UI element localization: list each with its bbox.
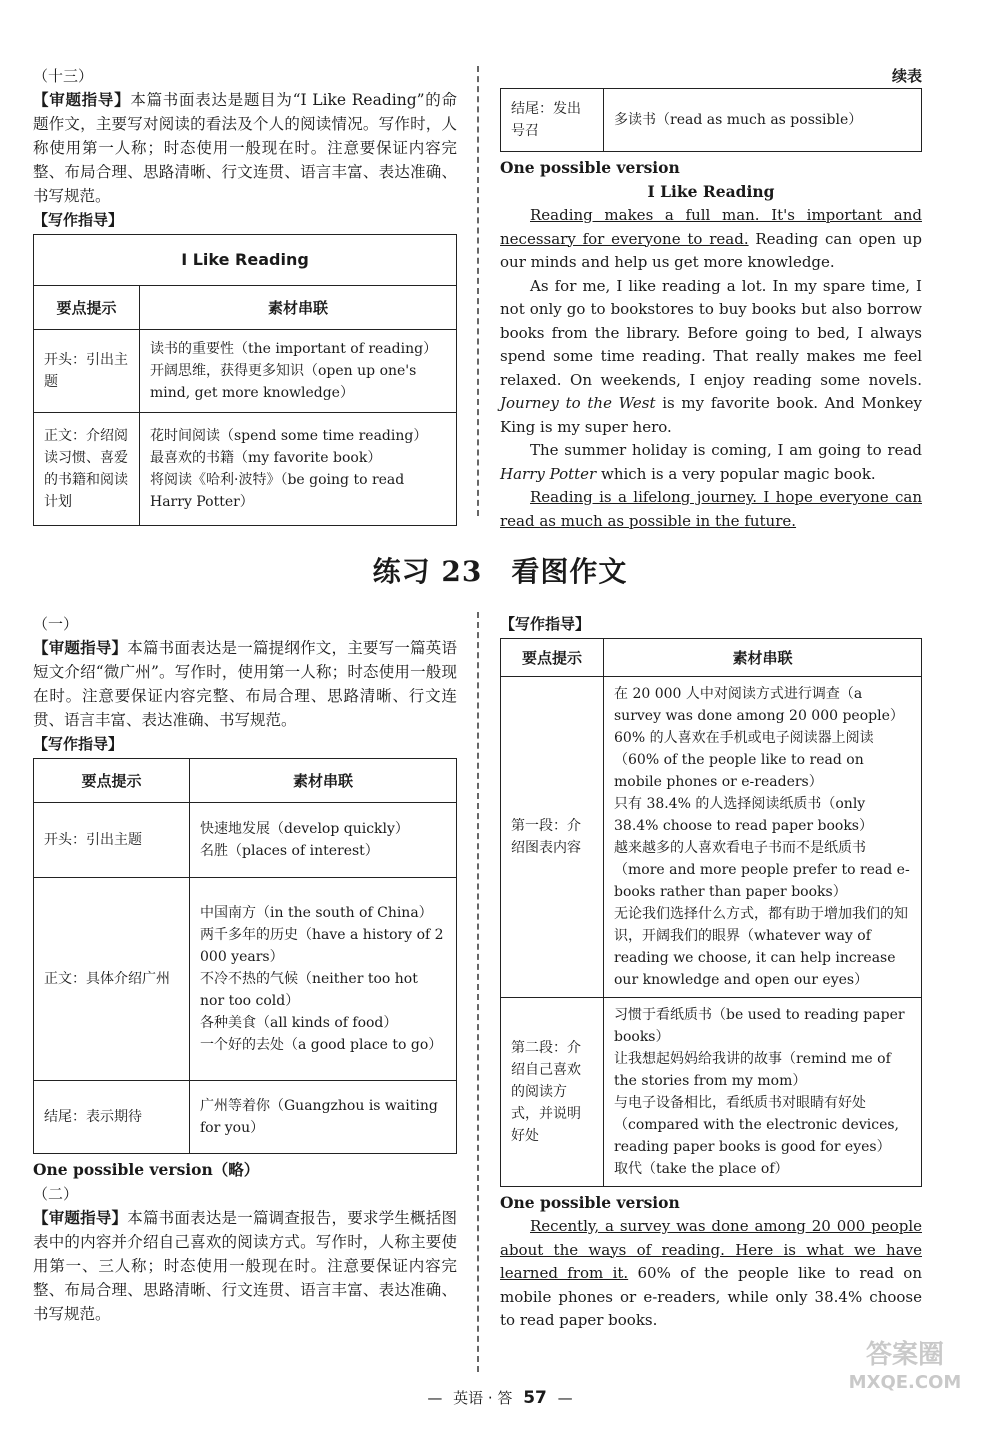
footer-dash: — (557, 1389, 573, 1407)
review-text: 本篇书面表达是一篇调查报告，要求学生概括图表中的内容并介绍自己喜欢的阅读方式。写作时，人称主要使用第一、三人称；时态使用一般现在时。注意要保证内容完整、布局合理、思路清晰、行文连贯、语言丰富、表达准确、书写规范。 (33, 1209, 457, 1323)
material-item: 与电子设备相比，看纸质书对眼睛有好处（compared with the electronic devices, reading paper books is good for eyes） (614, 1095, 899, 1155)
col-header-points: 要点提示 (34, 286, 140, 330)
material-item: 将阅读《哈利·波特》（be going to read Harry Potter） (150, 472, 405, 510)
version-label: One possible version（略） (33, 1160, 260, 1179)
col-header-materials: 素材串联 (140, 286, 457, 330)
writing-tag: 【写作指导】 (500, 615, 591, 633)
material-item: 各种美食（all kinds of food） (200, 1015, 398, 1031)
row-point: 结尾：表示期待 (34, 1081, 190, 1154)
material-item: 读书的重要性（the important of reading） (150, 341, 438, 357)
continued-label: 续表 (891, 67, 922, 85)
essay-paragraph (500, 486, 922, 533)
essay-body (500, 204, 922, 533)
review-text: 本篇书面表达是题目为“I Like Reading”的命题作文，主要写对阅读的看法及个人的阅读情况。写作时，人称使用第一人称；时态使用一般现在时。注意要保证内容完整、布局合理、思路清晰、行文连贯、语言丰富、表达准确、书写规范。 (33, 91, 457, 205)
material-item: 中国南方（in the south of China） (200, 905, 433, 921)
material-item: 开阔思维，获得更多知识（open up one's mind, get more knowledge） (150, 363, 417, 401)
table-row (501, 89, 922, 152)
row-point: 开头：引出主题 (34, 803, 190, 878)
review-tag: 【审题指导】 (33, 639, 128, 657)
row-materials (604, 677, 922, 998)
guide-table (500, 638, 922, 1187)
review-tag: 【审题指导】 (33, 91, 131, 109)
row-point: 结尾：发出号召 (501, 89, 604, 152)
essay-body (500, 1215, 922, 1333)
essay-paragraph (500, 204, 922, 275)
essay-paragraph (500, 1215, 922, 1333)
essay-paragraph (500, 439, 922, 486)
col-header-points: 要点提示 (501, 639, 604, 677)
material-item: 无论我们选择什么方式，都有助于增加我们的知识，开阔我们的眼界（whatever way of reading we choose, it can help increase our knowledge and open our eyes） (614, 906, 908, 988)
material-item: 一个好的去处（a good place to go） (200, 1037, 443, 1053)
material-item: 名胜（places of interest） (200, 843, 379, 859)
essay-text: 60% of the people like to read on mobile phones or e-readers, while only 38.4% choose to read paper books. (500, 1264, 922, 1329)
version-label: One possible version (500, 158, 680, 177)
review-tag: 【审题指导】 (33, 1209, 128, 1227)
table-row (34, 1081, 457, 1154)
material-item: 快速地发展（develop quickly） (200, 821, 409, 837)
col-header-materials: 素材串联 (190, 759, 457, 803)
column-divider-top (477, 66, 479, 516)
row-materials (604, 998, 922, 1187)
table-row (34, 878, 457, 1081)
footer-subject: 英语 · 答 (453, 1389, 513, 1407)
material-item: 60% 的人喜欢在手机或电子阅读器上阅读（60% of the people like to read on mobile phones or e-readers） (614, 730, 874, 790)
table-row (34, 413, 457, 526)
material-item: 越来越多的人喜欢看电子书而不是纸质书（more and more people prefer to read e-books rather than paper books） (614, 840, 910, 900)
table-row (34, 330, 457, 413)
version-label: One possible version (500, 1193, 680, 1212)
row-materials: 多读书（read as much as possible） (604, 89, 922, 152)
material-item: 广州等着你（Guangzhou is waiting for you） (200, 1098, 438, 1136)
writing-tag: 【写作指导】 (33, 735, 124, 753)
material-item: 习惯于看纸质书（be used to reading paper books） (614, 1007, 905, 1045)
watermark-line: MXQE.COM (848, 1372, 962, 1393)
watermark-line: 答案圈 (865, 1340, 944, 1370)
guide-table (33, 758, 457, 1154)
row-point: 第一段：介绍图表内容 (501, 677, 604, 998)
right-bottom-section (500, 612, 922, 1333)
row-point: 开头：引出主题 (34, 330, 140, 413)
row-materials (190, 878, 457, 1081)
material-item: 两千多年的历史（have a history of 2 000 years） (200, 927, 444, 965)
writing-tag: 【写作指导】 (33, 211, 124, 229)
material-item: 在 20 000 人中对阅读方式进行调查（a survey was done among 20 000 people） (614, 686, 904, 724)
column-divider-bottom (477, 612, 479, 1372)
table-title: I Like Reading (34, 235, 457, 286)
exercise-heading: 练习 23 看图作文 (372, 555, 628, 588)
essay-text: The summer holiday is coming, I am going to read (530, 441, 922, 459)
continued-table (500, 88, 922, 152)
review-text: 本篇书面表达是一篇提纲作文，主要写一篇英语短文介绍“微广州”。写作时，使用第一人称；时态使用一般现在时。注意要保证内容完整、布局合理、思路清晰、行文连贯、语言丰富、表达准确、书写规范。 (33, 639, 457, 729)
essay-title: I Like Reading (647, 182, 775, 201)
section-label: （十三） (33, 67, 94, 85)
page-number: 57 (523, 1388, 547, 1408)
row-point: 正文：具体介绍广州 (34, 878, 190, 1081)
book-title: Journey to the West (500, 394, 656, 412)
essay-text: which is a very popular magic book. (596, 464, 876, 483)
underlined-text: Reading makes a full man. It's important and necessary for everyone to read. (500, 206, 922, 248)
footer-dash: — (427, 1389, 443, 1407)
material-item: 最喜欢的书籍（my favorite book） (150, 450, 382, 466)
material-item: 只有 38.4% 的人选择阅读纸质书（only 38.4% choose to read paper books） (614, 796, 873, 834)
section-label: （二） (33, 1185, 79, 1203)
essay-text: Reading can open up our minds and help us get more knowledge. (500, 229, 922, 271)
table-row (501, 998, 922, 1187)
material-item: 花时间阅读（spend some time reading） (150, 428, 428, 444)
watermark (820, 1338, 990, 1394)
material-item: 取代（take the place of） (614, 1161, 789, 1177)
essay-text: is my favorite book. And Monkey King is my super hero. (500, 394, 922, 436)
row-materials (140, 413, 457, 526)
material-item: 不冷不热的气候（neither too hot nor too cold） (200, 971, 418, 1009)
section-label: （一） (33, 615, 79, 633)
left-bottom-section (33, 612, 457, 1326)
book-title: Harry Potter (500, 464, 597, 483)
table-row (501, 677, 922, 998)
row-materials (140, 330, 457, 413)
material-item: 让我想起妈妈给我讲的故事（remind me of the stories from my mom） (614, 1051, 891, 1089)
review-guidance (33, 1206, 457, 1326)
table-row (34, 803, 457, 878)
col-header-materials: 素材串联 (604, 639, 922, 677)
row-materials (190, 803, 457, 878)
essay-paragraph (500, 275, 922, 440)
review-guidance (33, 636, 457, 732)
underlined-text: Recently, a survey was done among 20 000 people about the ways of reading. Here is what we have learned from it. (500, 1217, 922, 1282)
review-guidance (33, 88, 457, 208)
essay-text: As for me, I like reading a lot. In my spare time, I not only go to bookstores to buy books but also borrow books from the library. Before going to bed, I always spend some time reading. That really makes me feel relaxed. On weekends, I enjoy reading some novels. (500, 276, 922, 389)
underlined-text: Reading is a lifelong journey. I hope everyone can read as much as possible in the future. (500, 488, 922, 530)
col-header-points: 要点提示 (34, 759, 190, 803)
row-point: 第二段：介绍自己喜欢的阅读方式，并说明好处 (501, 998, 604, 1187)
row-materials (190, 1081, 457, 1154)
left-top-section (33, 64, 457, 526)
row-point: 正文：介绍阅读习惯、喜爱的书籍和阅读计划 (34, 413, 140, 526)
guide-table (33, 234, 457, 526)
right-top-section (500, 64, 922, 533)
